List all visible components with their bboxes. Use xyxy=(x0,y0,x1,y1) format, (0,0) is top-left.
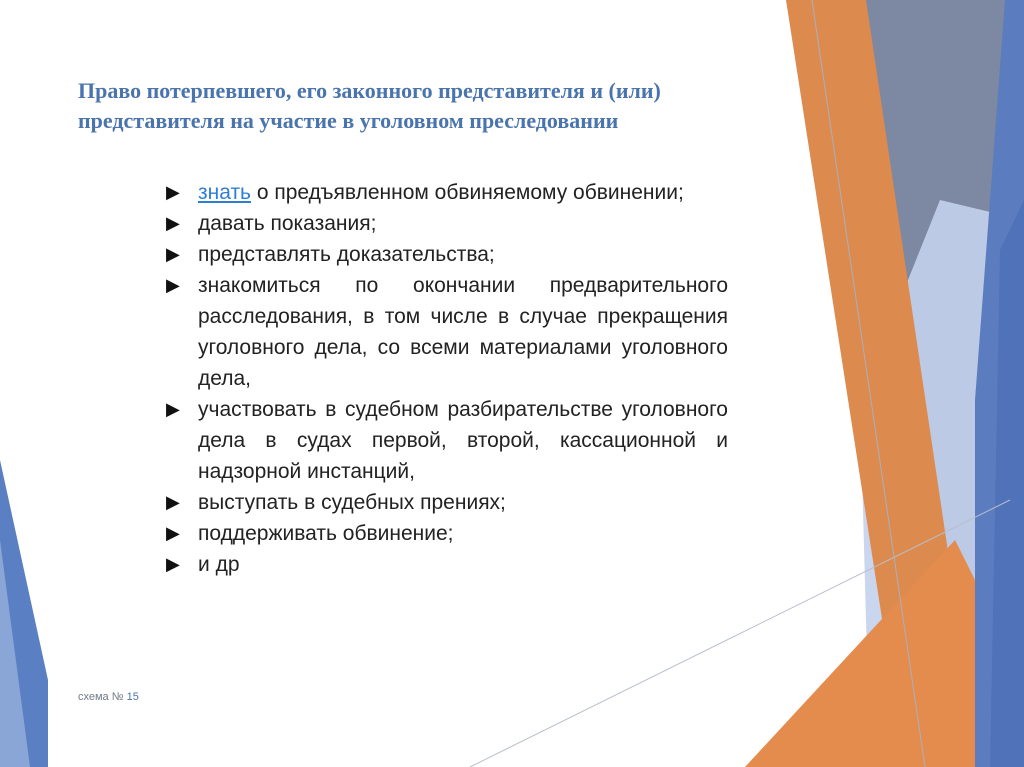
arrow-bullet-icon: ▶ xyxy=(166,399,180,419)
list-item-text: давать показания; xyxy=(198,212,377,235)
arrow-bullet-icon: ▶ xyxy=(166,244,180,264)
list-item-text: и др xyxy=(198,553,240,576)
list-item-text xyxy=(198,177,728,208)
list-item-text: знакомиться по окончании предварительного расследования, в том числе в случае прекращения уголовного дела, со всеми материалами уголовного дела, xyxy=(198,274,728,390)
list-item xyxy=(166,394,728,487)
list-item-rest: о предъявленном обвиняемому обвинении; xyxy=(251,181,684,204)
footer-number: 15 xyxy=(126,691,139,703)
arrow-bullet-icon: ▶ xyxy=(166,492,180,512)
list-item xyxy=(166,549,728,580)
list-item xyxy=(166,487,728,518)
list-item xyxy=(166,518,728,549)
arrow-bullet-icon: ▶ xyxy=(166,275,180,295)
list-item-text: представлять доказательства; xyxy=(198,243,495,266)
list-item xyxy=(166,177,728,208)
list-item xyxy=(166,208,728,239)
slide-title-line-2: представителя на участие в уголовном преследовании xyxy=(78,108,619,133)
slide-title xyxy=(78,76,778,136)
list-item-text: поддерживать обвинение; xyxy=(198,522,454,545)
list-item xyxy=(166,270,728,394)
list-item-text: участвовать в судебном разбирательстве уголовного дела в судах первой, второй, кассационной и надзорной инстанций, xyxy=(198,398,728,483)
slide-title-line-1: Право потерпевшего, его законного представителя и (или) xyxy=(78,78,661,103)
arrow-bullet-icon: ▶ xyxy=(166,523,180,543)
arrow-bullet-icon: ▶ xyxy=(166,554,180,574)
rights-list xyxy=(166,177,728,580)
list-item xyxy=(166,239,728,270)
orange-lower-triangle xyxy=(745,540,980,767)
arrow-bullet-icon: ▶ xyxy=(166,213,180,233)
know-link[interactable]: знать xyxy=(198,181,252,204)
slide-footer xyxy=(78,691,139,703)
list-item-text: выступать в судебных прениях; xyxy=(198,491,506,514)
footer-label: схема № xyxy=(78,691,124,703)
arrow-bullet-icon: ▶ xyxy=(166,182,180,202)
